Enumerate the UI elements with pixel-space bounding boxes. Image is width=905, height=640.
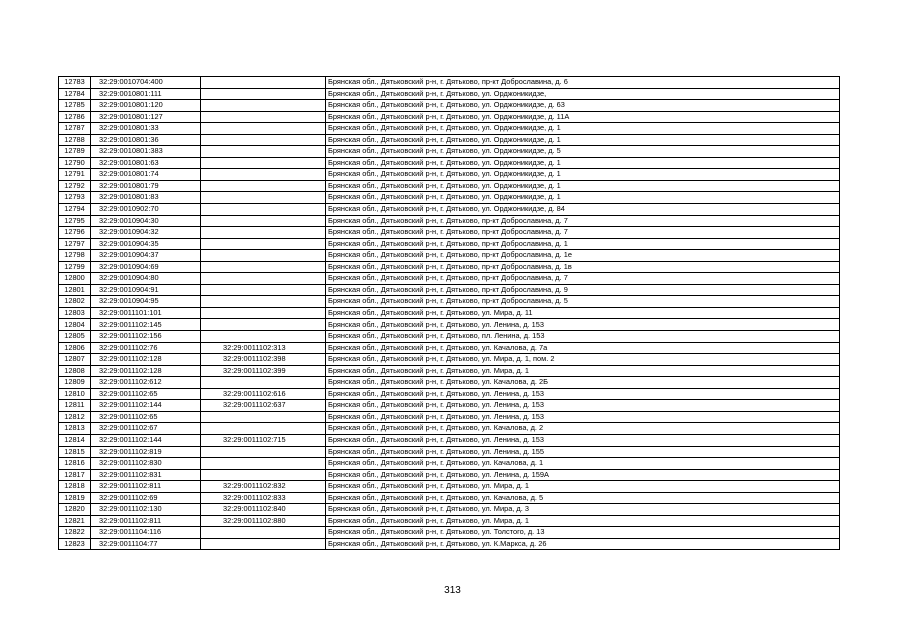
related-cadastral-number-cell [201, 331, 326, 343]
table-row [59, 273, 840, 285]
address-cell: Брянская обл., Дятьковский р-н, г. Дятьково, ул. Орджоникидзе, д. 63 [326, 100, 840, 112]
cadastral-number-cell: 32:29:0010801:127 [91, 111, 201, 123]
row-number-cell: 12806 [59, 342, 91, 354]
address-cell: Брянская обл., Дятьковский р-н, г. Дятьково, ул. Ленина, д. 153 [326, 400, 840, 412]
address-cell: Брянская обл., Дятьковский р-н, г. Дятьково, ул. Орджоникидзе, д. 5 [326, 146, 840, 158]
row-number-cell: 12800 [59, 273, 91, 285]
table-row [59, 204, 840, 216]
row-number-cell: 12801 [59, 284, 91, 296]
row-number-cell: 12794 [59, 204, 91, 216]
row-number-cell: 12799 [59, 261, 91, 273]
address-cell: Брянская обл., Дятьковский р-н, г. Дятьково, пр-кт Доброславина, д. 5 [326, 296, 840, 308]
table-row [59, 434, 840, 446]
cadastral-number-cell: 32:29:0010801:383 [91, 146, 201, 158]
table-row [59, 123, 840, 135]
related-cadastral-number-cell [201, 169, 326, 181]
address-cell: Брянская обл., Дятьковский р-н, г. Дятьково, ул. Мира, д. 1 [326, 365, 840, 377]
row-number-cell: 12786 [59, 111, 91, 123]
row-number-cell: 12805 [59, 331, 91, 343]
related-cadastral-number-cell [201, 146, 326, 158]
row-number-cell: 12785 [59, 100, 91, 112]
cadastral-number-cell: 32:29:0010801:74 [91, 169, 201, 181]
address-cell: Брянская обл., Дятьковский р-н, г. Дятьково, ул. Мира, д. 1, пом. 2 [326, 354, 840, 366]
table-row [59, 169, 840, 181]
table-row [59, 492, 840, 504]
row-number-cell: 12817 [59, 469, 91, 481]
page-number: 313 [444, 585, 461, 596]
table-row [59, 354, 840, 366]
table-row [59, 458, 840, 470]
cadastral-number-cell: 32:29:0011104:116 [91, 527, 201, 539]
table-row [59, 215, 840, 227]
row-number-cell: 12797 [59, 238, 91, 250]
address-cell: Брянская обл., Дятьковский р-н, г. Дятьково, ул. Мира, д. 1 [326, 515, 840, 527]
cadastral-number-cell: 32:29:0010801:63 [91, 157, 201, 169]
address-cell: Брянская обл., Дятьковский р-н, г. Дятьково, ул. Орджоникидзе, д. 1 [326, 157, 840, 169]
row-number-cell: 12807 [59, 354, 91, 366]
cadastral-number-cell: 32:29:0010801:79 [91, 180, 201, 192]
cadastral-number-cell: 32:29:0011102:67 [91, 423, 201, 435]
related-cadastral-number-cell [201, 261, 326, 273]
related-cadastral-number-cell: 32:29:0011102:833 [201, 492, 326, 504]
table-row [59, 261, 840, 273]
related-cadastral-number-cell: 32:29:0011102:616 [201, 388, 326, 400]
address-cell: Брянская обл., Дятьковский р-н, г. Дятьково, пр-кт Доброславина, д. 7 [326, 273, 840, 285]
related-cadastral-number-cell: 32:29:0011102:398 [201, 354, 326, 366]
table-row [59, 377, 840, 389]
cadastral-number-cell: 32:29:0011102:811 [91, 481, 201, 493]
row-number-cell: 12791 [59, 169, 91, 181]
table-row [59, 504, 840, 516]
related-cadastral-number-cell: 32:29:0011102:715 [201, 434, 326, 446]
table-row [59, 538, 840, 550]
row-number-cell: 12804 [59, 319, 91, 331]
related-cadastral-number-cell [201, 100, 326, 112]
related-cadastral-number-cell [201, 215, 326, 227]
row-number-cell: 12802 [59, 296, 91, 308]
row-number-cell: 12813 [59, 423, 91, 435]
cadastral-number-cell: 32:29:0010902:70 [91, 204, 201, 216]
related-cadastral-number-cell [201, 319, 326, 331]
table-row [59, 77, 840, 89]
cadastral-number-cell: 32:29:0011102:76 [91, 342, 201, 354]
cadastral-number-cell: 32:29:0010801:111 [91, 88, 201, 100]
cadastral-number-cell: 32:29:0011102:144 [91, 434, 201, 446]
cadastral-number-cell: 32:29:0010904:91 [91, 284, 201, 296]
cadastral-number-cell: 32:29:0010904:69 [91, 261, 201, 273]
row-number-cell: 12822 [59, 527, 91, 539]
cadastral-number-cell: 32:29:0011102:156 [91, 331, 201, 343]
address-cell: Брянская обл., Дятьковский р-н, г. Дятьково, ул. Качалова, д. 2 [326, 423, 840, 435]
related-cadastral-number-cell [201, 377, 326, 389]
row-number-cell: 12788 [59, 134, 91, 146]
address-cell: Брянская обл., Дятьковский р-н, г. Дятьково, ул. Ленина, д. 153 [326, 388, 840, 400]
table-row [59, 342, 840, 354]
related-cadastral-number-cell [201, 238, 326, 250]
row-number-cell: 12816 [59, 458, 91, 470]
row-number-cell: 12814 [59, 434, 91, 446]
row-number-cell: 12798 [59, 250, 91, 262]
row-number-cell: 12819 [59, 492, 91, 504]
address-cell: Брянская обл., Дятьковский р-н, г. Дятьково, ул. Орджоникидзе, д. 1 [326, 180, 840, 192]
address-cell: Брянская обл., Дятьковский р-н, г. Дятьково, ул. Орджоникидзе, д. 1 [326, 169, 840, 181]
cadastral-number-cell: 32:29:0010904:37 [91, 250, 201, 262]
row-number-cell: 12810 [59, 388, 91, 400]
related-cadastral-number-cell [201, 469, 326, 481]
table-row [59, 469, 840, 481]
related-cadastral-number-cell: 32:29:0011102:840 [201, 504, 326, 516]
row-number-cell: 12818 [59, 481, 91, 493]
table-row [59, 227, 840, 239]
cadastral-number-cell: 32:29:0011102:831 [91, 469, 201, 481]
address-cell: Брянская обл., Дятьковский р-н, г. Дятьково, пр-кт Доброславина, д. 1в [326, 261, 840, 273]
related-cadastral-number-cell [201, 227, 326, 239]
cadastral-number-cell: 32:29:0011102:811 [91, 515, 201, 527]
row-number-cell: 12815 [59, 446, 91, 458]
cadastral-number-cell: 32:29:0011104:77 [91, 538, 201, 550]
related-cadastral-number-cell [201, 111, 326, 123]
row-number-cell: 12789 [59, 146, 91, 158]
row-number-cell: 12812 [59, 411, 91, 423]
related-cadastral-number-cell [201, 423, 326, 435]
row-number-cell: 12790 [59, 157, 91, 169]
related-cadastral-number-cell: 32:29:0011102:880 [201, 515, 326, 527]
cadastral-number-cell: 32:29:0010904:32 [91, 227, 201, 239]
cadastral-number-cell: 32:29:0010801:120 [91, 100, 201, 112]
row-number-cell: 12808 [59, 365, 91, 377]
table-row [59, 515, 840, 527]
cadastral-number-cell: 32:29:0010904:95 [91, 296, 201, 308]
table-row [59, 319, 840, 331]
cadastral-number-cell: 32:29:0010704:400 [91, 77, 201, 89]
table-row [59, 411, 840, 423]
table-row [59, 180, 840, 192]
table-body [59, 77, 840, 550]
cadastral-number-cell: 32:29:0010801:83 [91, 192, 201, 204]
address-cell: Брянская обл., Дятьковский р-н, г. Дятьково, пр-кт Доброславина, д. 9 [326, 284, 840, 296]
related-cadastral-number-cell [201, 77, 326, 89]
address-cell: Брянская обл., Дятьковский р-н, г. Дятьково, пр-кт Доброславина, д. 7 [326, 215, 840, 227]
row-number-cell: 12823 [59, 538, 91, 550]
row-number-cell: 12793 [59, 192, 91, 204]
address-cell: Брянская обл., Дятьковский р-н, г. Дятьково, ул. Ленина, д. 153 [326, 319, 840, 331]
address-cell: Брянская обл., Дятьковский р-н, г. Дятьково, ул. Орджоникидзе, д. 1 [326, 192, 840, 204]
cadastral-number-cell: 32:29:0011102:65 [91, 411, 201, 423]
address-cell: Брянская обл., Дятьковский р-н, г. Дятьково, пл. Ленина, д. 153 [326, 331, 840, 343]
related-cadastral-number-cell [201, 88, 326, 100]
table-row [59, 100, 840, 112]
cadastral-number-cell: 32:29:0011102:612 [91, 377, 201, 389]
row-number-cell: 12809 [59, 377, 91, 389]
related-cadastral-number-cell [201, 250, 326, 262]
cadastral-number-cell: 32:29:0011102:145 [91, 319, 201, 331]
table-row [59, 238, 840, 250]
table-row [59, 284, 840, 296]
table-row [59, 250, 840, 262]
table-row [59, 423, 840, 435]
address-cell: Брянская обл., Дятьковский р-н, г. Дятьково, пр-кт Доброславина, д. 1е [326, 250, 840, 262]
related-cadastral-number-cell [201, 204, 326, 216]
related-cadastral-number-cell [201, 180, 326, 192]
cadastral-number-cell: 32:29:0010801:36 [91, 134, 201, 146]
related-cadastral-number-cell [201, 411, 326, 423]
address-cell: Брянская обл., Дятьковский р-н, г. Дятьково, пр-кт Доброславина, д. 1 [326, 238, 840, 250]
related-cadastral-number-cell [201, 123, 326, 135]
related-cadastral-number-cell [201, 273, 326, 285]
cadastral-number-cell: 32:29:0011102:830 [91, 458, 201, 470]
row-number-cell: 12795 [59, 215, 91, 227]
row-number-cell: 12803 [59, 307, 91, 319]
related-cadastral-number-cell [201, 134, 326, 146]
cadastral-number-cell: 32:29:0011102:128 [91, 354, 201, 366]
address-cell: Брянская обл., Дятьковский р-н, г. Дятьково, ул. Качалова, д. 5 [326, 492, 840, 504]
table-row [59, 296, 840, 308]
address-cell: Брянская обл., Дятьковский р-н, г. Дятьково, ул. Орджоникидзе, д. 1 [326, 134, 840, 146]
table-row [59, 388, 840, 400]
address-cell: Брянская обл., Дятьковский р-н, г. Дятьково, ул. Мира, д. 1 [326, 481, 840, 493]
address-cell: Брянская обл., Дятьковский р-н, г. Дятьково, ул. Качалова, д. 7а [326, 342, 840, 354]
address-cell: Брянская обл., Дятьковский р-н, г. Дятьково, ул. Ленина, д. 159А [326, 469, 840, 481]
address-cell: Брянская обл., Дятьковский р-н, г. Дятьково, ул. Орджоникидзе, д. 84 [326, 204, 840, 216]
row-number-cell: 12820 [59, 504, 91, 516]
related-cadastral-number-cell [201, 307, 326, 319]
table-row [59, 192, 840, 204]
row-number-cell: 12796 [59, 227, 91, 239]
address-cell: Брянская обл., Дятьковский р-н, г. Дятьково, ул. Ленина, д. 153 [326, 411, 840, 423]
cadastral-number-cell: 32:29:0011101:101 [91, 307, 201, 319]
related-cadastral-number-cell [201, 446, 326, 458]
related-cadastral-number-cell: 32:29:0011102:313 [201, 342, 326, 354]
related-cadastral-number-cell: 32:29:0011102:399 [201, 365, 326, 377]
row-number-cell: 12787 [59, 123, 91, 135]
related-cadastral-number-cell: 32:29:0011102:832 [201, 481, 326, 493]
address-cell: Брянская обл., Дятьковский р-н, г. Дятьково, ул. Качалова, д. 1 [326, 458, 840, 470]
cadastral-number-cell: 32:29:0010801:33 [91, 123, 201, 135]
related-cadastral-number-cell [201, 458, 326, 470]
related-cadastral-number-cell: 32:29:0011102:637 [201, 400, 326, 412]
table-row [59, 146, 840, 158]
cadastral-number-cell: 32:29:0011102:819 [91, 446, 201, 458]
related-cadastral-number-cell [201, 538, 326, 550]
row-number-cell: 12811 [59, 400, 91, 412]
related-cadastral-number-cell [201, 192, 326, 204]
related-cadastral-number-cell [201, 157, 326, 169]
table-row [59, 157, 840, 169]
address-cell: Брянская обл., Дятьковский р-н, г. Дятьково, ул. Мира, д. 11 [326, 307, 840, 319]
address-cell: Брянская обл., Дятьковский р-н, г. Дятьково, пр-кт Доброславина, д. 7 [326, 227, 840, 239]
cadastral-number-cell: 32:29:0010904:80 [91, 273, 201, 285]
address-cell: Брянская обл., Дятьковский р-н, г. Дятьково, ул. Мира, д. 3 [326, 504, 840, 516]
row-number-cell: 12783 [59, 77, 91, 89]
related-cadastral-number-cell [201, 527, 326, 539]
cadastral-number-cell: 32:29:0011102:128 [91, 365, 201, 377]
table-row [59, 481, 840, 493]
address-cell: Брянская обл., Дятьковский р-н, г. Дятьково, ул. Орджоникидзе, [326, 88, 840, 100]
cadastral-number-cell: 32:29:0010904:35 [91, 238, 201, 250]
address-cell: Брянская обл., Дятьковский р-н, г. Дятьково, ул. Ленина, д. 153 [326, 434, 840, 446]
table-row [59, 111, 840, 123]
related-cadastral-number-cell [201, 296, 326, 308]
cadastral-number-cell: 32:29:0010904:30 [91, 215, 201, 227]
cadastral-number-cell: 32:29:0011102:144 [91, 400, 201, 412]
cadastral-number-cell: 32:29:0011102:130 [91, 504, 201, 516]
table-row [59, 365, 840, 377]
address-cell: Брянская обл., Дятьковский р-н, г. Дятьково, ул. Толстого, д. 13 [326, 527, 840, 539]
table-row [59, 400, 840, 412]
address-cell: Брянская обл., Дятьковский р-н, г. Дятьково, ул. Ленина, д. 155 [326, 446, 840, 458]
table-row [59, 88, 840, 100]
table-row [59, 331, 840, 343]
table-row [59, 446, 840, 458]
property-table [58, 76, 840, 550]
cadastral-number-cell: 32:29:0011102:65 [91, 388, 201, 400]
address-cell: Брянская обл., Дятьковский р-н, г. Дятьково, пр-кт Доброславина, д. 6 [326, 77, 840, 89]
row-number-cell: 12792 [59, 180, 91, 192]
address-cell: Брянская обл., Дятьковский р-н, г. Дятьково, ул. Орджоникидзе, д. 1 [326, 123, 840, 135]
table-row [59, 134, 840, 146]
related-cadastral-number-cell [201, 284, 326, 296]
table-row [59, 527, 840, 539]
address-cell: Брянская обл., Дятьковский р-н, г. Дятьково, ул. К.Маркса, д. 26 [326, 538, 840, 550]
address-cell: Брянская обл., Дятьковский р-н, г. Дятьково, ул. Качалова, д. 2Б [326, 377, 840, 389]
row-number-cell: 12784 [59, 88, 91, 100]
address-cell: Брянская обл., Дятьковский р-н, г. Дятьково, ул. Орджоникидзе, д. 11А [326, 111, 840, 123]
row-number-cell: 12821 [59, 515, 91, 527]
cadastral-number-cell: 32:29:0011102:69 [91, 492, 201, 504]
table-row [59, 307, 840, 319]
